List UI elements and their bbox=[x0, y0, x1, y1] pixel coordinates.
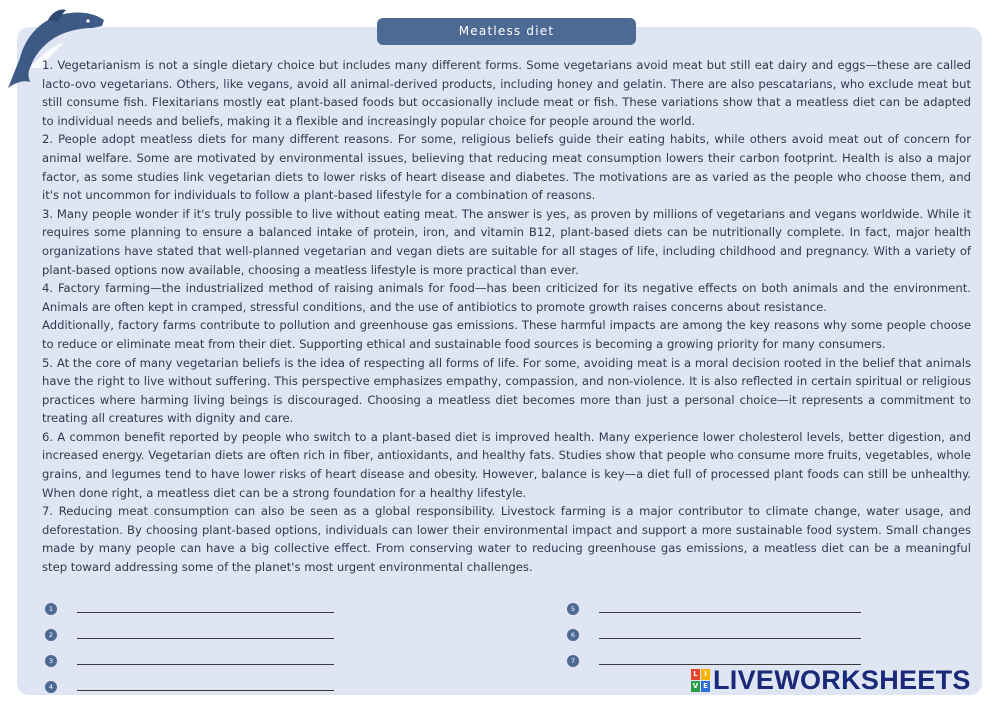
answer-input-1[interactable] bbox=[77, 612, 334, 613]
paragraph-3: 3. Many people wonder if it's truly possible to live without eating meat. The answer is yes, as proven by millions of vegetarians and vegans worldwide. While it requires some planning to ensure a balanced intake of protein, iron, and vitamin B12, plant-based diets can be nutritionally complete. In fact, major health organizations have stated that well-planned vegetarian and vegan diets are suitable for all stages of life, including childhood and pregnancy. With a variety of plant-based options now available, choosing a meatless lifestyle is more practical than ever. bbox=[42, 206, 971, 277]
answer-number-4: 4 bbox=[45, 681, 57, 693]
paragraph-1: 1. Vegetarianism is not a single dietary choice but includes many different forms. Some vegetarians avoid meat but still eat dairy and eggs—these are called lacto-ovo vegetarians. Others, like vegans, avoid all animal-derived products, including honey and gelatin. There are also pescatarians, who exclude meat but still consume fish. Flexitarians mostly eat plant-based foods but occasionally include meat or fish. These variations show that a meatless diet can be adapted to individual needs and beliefs, making it a flexible and increasingly popular choice for people around the world. bbox=[42, 58, 971, 128]
answer-row-1[interactable] bbox=[45, 603, 335, 619]
answer-number-1: 1 bbox=[45, 603, 57, 615]
answer-row-5[interactable] bbox=[567, 603, 863, 619]
answer-input-3[interactable] bbox=[77, 664, 334, 665]
answer-input-6[interactable] bbox=[599, 638, 861, 639]
paragraph-4b: Additionally, factory farms contribute to pollution and greenhouse gas emissions. These harmful impacts are among the key reasons why some people choose to reduce or eliminate meat from their diet. Supporting ethical and sustainable food sources is becoming a growing priority for many consumers. bbox=[42, 318, 971, 351]
answer-row-4[interactable] bbox=[45, 681, 335, 697]
answer-number-6: 6 bbox=[567, 629, 579, 641]
logo-cubes-icon bbox=[691, 669, 711, 693]
paragraph-5: 5. At the core of many vegetarian beliefs is the idea of respecting all forms of life. For some, avoiding meat is a moral decision rooted in the belief that animals have the right to live without suffering. This perspective emphasizes empathy, compassion, and non-violence. It is also reflected in certain spiritual or religious practices where harming living beings is discouraged. Choosing a meatless diet becomes more than just a personal choice—it represents a commitment to treating all creatures with dignity and care. bbox=[42, 355, 971, 426]
answer-input-4[interactable] bbox=[77, 690, 334, 691]
logo-wordmark: LIVEWORKSHEETS bbox=[713, 665, 971, 695]
paragraph-2: 2. People adopt meatless diets for many different reasons. For some, religious beliefs guide their eating habits, while others avoid meat out of concern for animal welfare. Some are motivated by environmental issues, believing that reducing meat consumption lowers their carbon footprint. Health is also a major factor, as some studies link vegetarian diets to lower risks of heart disease and diabetes. The motivations are as varied as the people who choose them, and it's not uncommon for individuals to follow a plant-based lifestyle for a combination of reasons. bbox=[42, 132, 971, 203]
answer-number-5: 5 bbox=[567, 603, 579, 615]
answer-number-7: 7 bbox=[567, 655, 579, 667]
page-title: Meatless diet bbox=[377, 18, 636, 45]
paragraph-6: 6. A common benefit reported by people who switch to a plant-based diet is improved health. Many experience lower cholesterol levels, better digestion, and increased energy. Vegetarian diets are often rich in fiber, antioxidants, and healthy fats. Studies show that people who consume more fruits, vegetables, whole grains, and legumes tend to have lower risks of heart disease and obesity. However, balance is key—a diet full of processed plant foods can still be unhealthy. When done right, a meatless diet can be a strong foundation for a healthy lifestyle. bbox=[42, 429, 971, 500]
logo-cube-i: I bbox=[701, 669, 710, 680]
answer-row-6[interactable] bbox=[567, 629, 863, 645]
logo-cube-l: L bbox=[691, 669, 700, 680]
logo-cube-v: V bbox=[692, 682, 699, 690]
answer-row-2[interactable] bbox=[45, 629, 335, 645]
paragraph-7: 7. Reducing meat consumption can also be seen as a global responsibility. Livestock farming is a major contributor to climate change, water usage, and deforestation. By choosing plant-based options, individuals can lower their environmental impact and support a more sustainable food system. Small changes made by many people can have a big collective effect. From conserving water to reducing greenhouse gas emissions, a meatless diet can be a meaningful step toward addressing some of the planet's most urgent environmental challenges. bbox=[42, 504, 971, 575]
answer-input-2[interactable] bbox=[77, 638, 334, 639]
answer-number-2: 2 bbox=[45, 629, 57, 641]
paragraph-4a: 4. Factory farming—the industrialized method of raising animals for food—has been criticized for its negative effects on both animals and the environment. Animals are often kept in cramped, stressful conditions, and the use of antibiotics to promote growth raises concerns about resistance. bbox=[42, 281, 971, 314]
logo-cube-e: E bbox=[701, 681, 710, 692]
reading-text bbox=[42, 56, 971, 577]
answer-input-5[interactable] bbox=[599, 612, 861, 613]
answer-number-3: 3 bbox=[45, 655, 57, 667]
answer-row-3[interactable] bbox=[45, 655, 335, 671]
